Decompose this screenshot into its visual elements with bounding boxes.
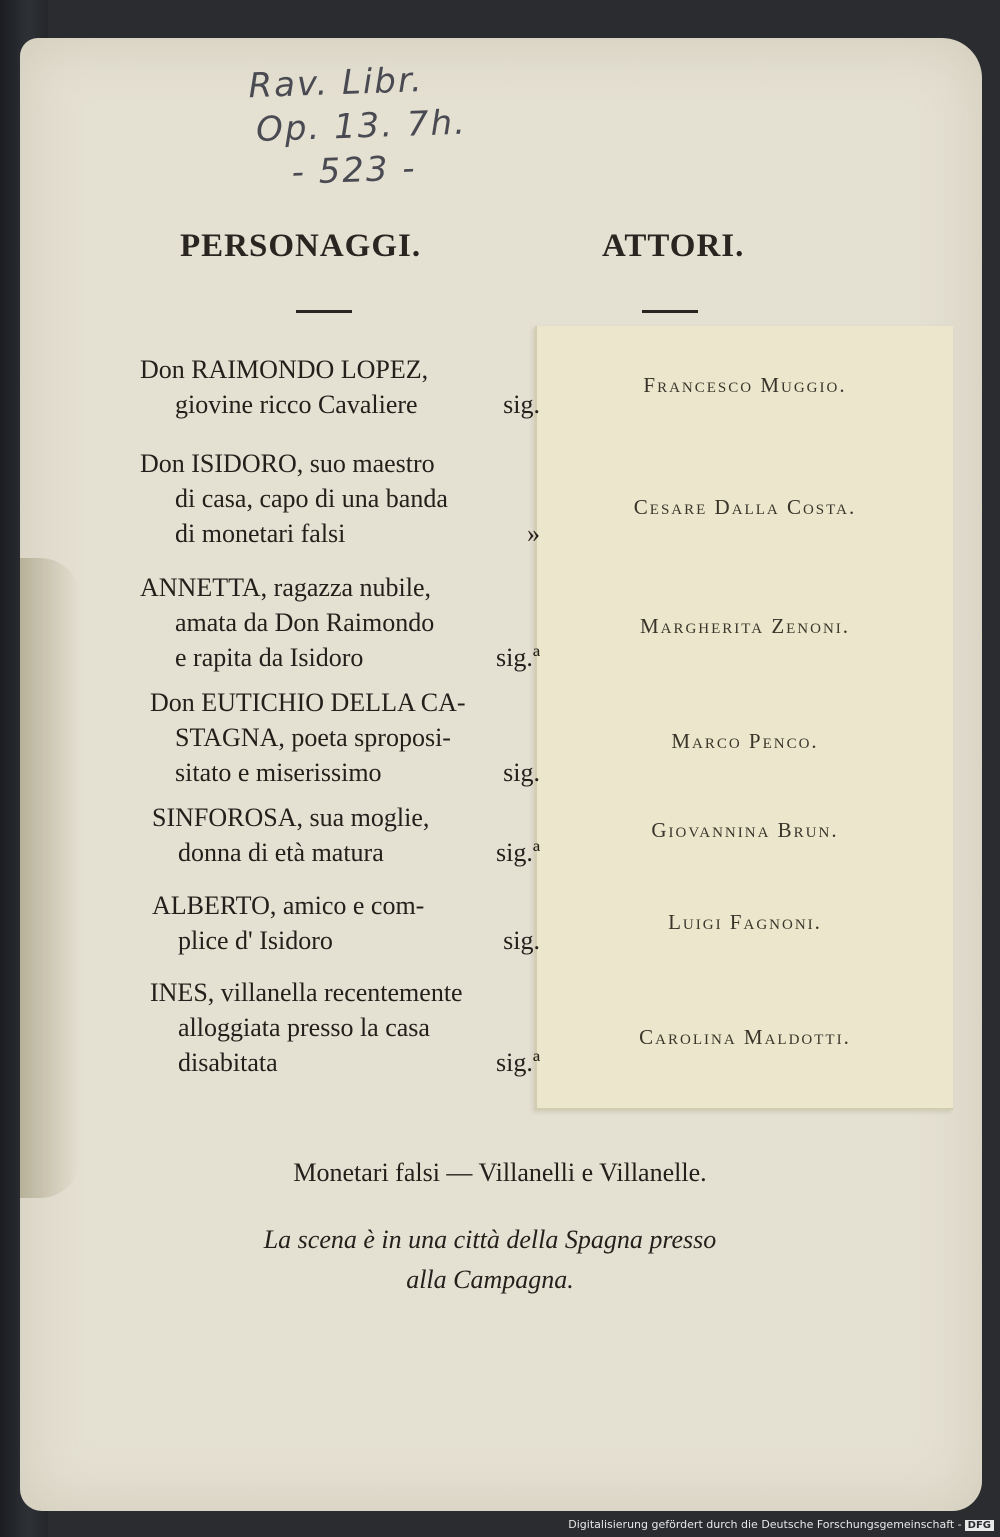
role-entry xyxy=(140,888,540,958)
credit-text: Digitalisierung gefördert durch die Deutsche Forschungsgemeinschaft - xyxy=(568,1518,962,1531)
pasted-actor-slip xyxy=(535,326,953,1110)
role-line: plice d' Isidoro xyxy=(178,926,333,955)
role-sig: sig. xyxy=(503,926,540,955)
heading-rule xyxy=(296,310,352,313)
role-line-wrap xyxy=(140,755,540,790)
role-line: Don RAIMONDO LOPEZ, xyxy=(140,355,429,384)
role-line: SINFOROSA, sua moglie, xyxy=(152,803,430,832)
role-entry xyxy=(140,352,540,422)
role-sig: » xyxy=(527,519,540,548)
role-sig: sig. xyxy=(503,758,540,787)
role-line-wrap xyxy=(140,387,540,422)
role-line: alloggiata presso la casa xyxy=(178,1013,430,1042)
role-line: Don EUTICHIO DELLA CA- xyxy=(150,688,466,717)
role-line: e rapita da Isidoro xyxy=(175,643,364,672)
role-line: amata da Don Raimondo xyxy=(175,608,435,637)
shelfmark-line: Op. 13. 7h. xyxy=(255,102,468,150)
role-line: giovine ricco Cavaliere xyxy=(175,390,418,419)
actor-name: Margherita Zenoni. xyxy=(639,614,851,638)
actor-name: Marco Penco. xyxy=(671,729,819,753)
scene-line: alla Campagna. xyxy=(406,1265,574,1294)
handwritten-shelfmark xyxy=(248,56,492,196)
heading-personaggi: PERSONAGGI. xyxy=(180,228,422,264)
actor-name: Giovannina Brun. xyxy=(651,818,839,842)
digitization-credit xyxy=(568,1518,994,1531)
role-sig: sig.ª xyxy=(495,838,540,867)
role-line: Don ISIDORO, suo maestro xyxy=(140,449,435,478)
role-line: STAGNA, poeta sproposi- xyxy=(175,723,451,752)
role-line-wrap xyxy=(140,516,540,551)
actor-name: Francesco Muggio. xyxy=(643,373,847,397)
role-entry xyxy=(140,685,540,790)
role-line: INES, villanella recentemente xyxy=(150,978,463,1007)
scene-setting xyxy=(0,1220,980,1300)
actor-name: Luigi Fagnoni. xyxy=(668,910,822,934)
role-entry xyxy=(140,800,540,870)
role-entry xyxy=(140,975,540,1080)
heading-rule xyxy=(642,310,698,313)
role-line: ANNETTA, ragazza nubile, xyxy=(140,573,432,602)
role-entry xyxy=(140,446,540,551)
role-line: disabitata xyxy=(178,1048,278,1077)
role-sig: sig.ª xyxy=(495,643,540,672)
role-line-wrap xyxy=(140,1045,540,1080)
page-stain xyxy=(20,558,80,1198)
role-entry xyxy=(140,570,540,675)
role-line: donna di età matura xyxy=(178,838,384,867)
role-sig: sig. xyxy=(503,390,540,419)
dfg-logo: DFG xyxy=(965,1520,994,1531)
heading-attori: ATTORI. xyxy=(602,228,745,264)
role-line-wrap xyxy=(140,923,540,958)
role-line: di monetari falsi xyxy=(175,519,346,548)
role-line: ALBERTO, amico e com- xyxy=(152,891,425,920)
role-line-wrap xyxy=(140,640,540,675)
role-line-wrap xyxy=(140,835,540,870)
role-line: sitato e miserissimo xyxy=(175,758,382,787)
role-sig: sig.ª xyxy=(495,1048,540,1077)
shelfmark-line: Rav. Libr. xyxy=(247,60,425,107)
shelfmark-line: - 523 - xyxy=(290,148,418,193)
actor-name: Cesare Dalla Costa. xyxy=(633,495,857,519)
role-line: di casa, capo di una banda xyxy=(175,484,448,513)
actor-name: Carolina Maldotti. xyxy=(639,1025,851,1049)
chorus-line: Monetari falsi — Villanelli e Villanelle. xyxy=(293,1158,707,1187)
scene-line: La scena è in una città della Spagna presso xyxy=(263,1225,717,1254)
